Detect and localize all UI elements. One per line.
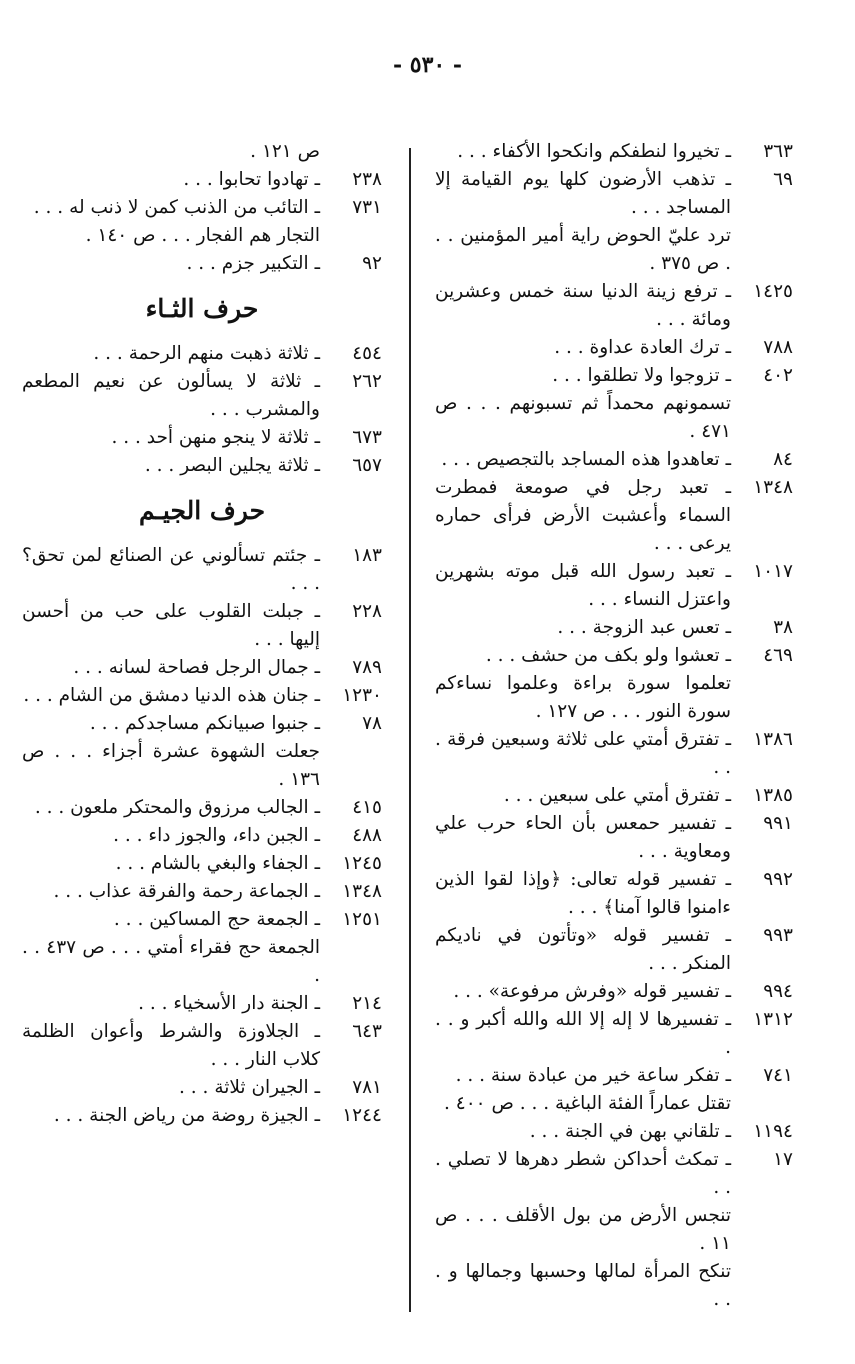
index-entry [435,474,793,558]
entry-number: ١٨٣ [352,545,382,566]
entry-number: ٣٨ [773,617,793,638]
entry-text: ـ تعس عبد الزوجة . . . [557,617,731,638]
entry-text: ـ ترك العادة عداوة . . . [554,337,731,358]
entry-number: ١٢٥١ [342,909,382,930]
entry-number: ٤١٥ [352,797,382,818]
entry-number: ١١٩٤ [753,1121,793,1142]
entry-text: ـ الجمعة حج المساكين . . . [113,909,320,930]
entry-number: ١٠١٧ [753,561,793,582]
index-entry [22,906,382,934]
entry-number: ١٧ [773,1149,793,1170]
entry-number: ٦٥٧ [352,455,382,476]
index-entry [22,794,382,822]
entry-text: ـ تفسير حمعس بأن الحاء حرب علي ومعاوية . . . [435,813,731,862]
entry-number: ١٣٨٥ [753,785,793,806]
index-entry [435,446,793,474]
index-entry [435,1062,793,1090]
entry-text: ـ تفترق أمتي على ثلاثة وسبعين فرقة . . . [435,729,731,778]
entry-number: ٧٨١ [352,1077,382,1098]
entry-number: ٨٤ [773,449,793,470]
right-column [435,138,793,1314]
index-entry-cross-ref: تقتل عماراً الفئة الباغية . . . ص ٤٠٠ . [444,1093,731,1114]
entry-number: ٩٢ [362,253,382,274]
entry-text: ـ ثلاثة لا يسألون عن نعيم المطعم والمشرب . . . [22,371,320,420]
column-divider [409,148,411,1312]
jim-entries [22,542,382,1130]
entry-text: ـ جنان هذه الدنيا دمشق من الشام . . . [23,685,320,706]
index-entry [435,1006,793,1062]
entry-text: ـ تعبد رسول الله قبل موته بشهرين واعتزل النساء . . . [435,561,731,610]
index-entry [435,166,793,222]
index-entry [22,822,382,850]
entry-text: ـ الجماعة رحمة والفرقة عذاب . . . [53,881,320,902]
index-entry [22,654,382,682]
index-entry-cross-ref: تنجس الأرض من بول الأقلف . . . ص ١١ . [435,1205,731,1254]
index-entry [435,362,793,390]
entry-text: ـ الجنة دار الأسخياء . . . [138,993,320,1014]
entry-number: ١٣٤٨ [342,881,382,902]
index-entry-cross-ref: الجمعة حج فقراء أمتي . . . ص ٤٣٧ . . . [22,937,320,986]
index-entry [22,1018,382,1074]
index-entry [435,278,793,334]
index-entry-cross-ref: ترد عليّ الحوض راية أمير المؤمنين . . . ص ٣٧٥ . [435,225,731,274]
entry-number: ٤٨٨ [352,825,382,846]
index-entry [22,166,382,194]
entry-text: ـ الجالب مرزوق والمحتكر ملعون . . . [34,797,320,818]
entry-text: ـ تذهب الأرضون كلها يوم القيامة إلا المساجد . . . [435,169,731,218]
index-entry [435,978,793,1006]
entry-number: ٦٩ [773,169,793,190]
index-entry [22,682,382,710]
entry-text: ـ الجلاوزة والشرط وأعوان الظلمة كلاب النار . . . [22,1021,320,1070]
index-entry [22,990,382,1018]
entry-number: ٢١٤ [352,993,382,1014]
entry-number: ٤٠٢ [763,365,793,386]
entry-text: ـ الجفاء والبغي بالشام . . . [115,853,320,874]
left-column [22,138,382,1130]
index-entry [22,1074,382,1102]
entry-text: ـ التكبير جزم . . . [186,253,320,274]
index-entry [435,138,793,166]
entry-number: ٢٣٨ [352,169,382,190]
entry-text: ـ تلقاني بهن في الجنة . . . [529,1121,731,1142]
entry-text: ـ ثلاثة يجلين البصر . . . [144,455,320,476]
entry-text: ـ تفسير قوله «وفرش مرفوعة» . . . [453,981,731,1002]
entry-number: ٧٣١ [352,197,382,218]
left-intro-entries [22,138,382,278]
index-entry [435,866,793,922]
entry-text: ـ ترفع زينة الدنيا سنة خمس وعشرين ومائة . . . [435,281,731,330]
entry-text: ـ تعشوا ولو بكف من حشف . . . [485,645,731,666]
entry-number: ٢٢٨ [352,601,382,622]
index-entry [435,558,793,614]
index-entry [22,850,382,878]
tha-entries [22,340,382,480]
entry-text: ـ تفترق أمتي على سبعين . . . [503,785,731,806]
index-entry-cross-ref: تعلموا سورة براءة وعلموا نساءكم سورة النور . . . ص ١٢٧ . [435,673,731,722]
entry-text: ـ جنبوا صبيانكم مساجدكم . . . [89,713,320,734]
entry-number: ١٣٨٦ [753,729,793,750]
index-entry [435,726,793,782]
entry-text: ـ ثلاثة لا ينجو منهن أحد . . . [111,427,320,448]
entry-text: ـ جبلت القلوب على حب من أحسن إليها . . . [22,601,320,650]
index-entry-cross-ref: جعلت الشهوة عشرة أجزاء . . . ص ١٣٦ . [22,741,320,790]
index-entry [435,1118,793,1146]
entry-number: ١٢٣٠ [342,685,382,706]
entry-number: ٧٨ [362,713,382,734]
entry-number: ٩٩٣ [763,925,793,946]
entry-text: ـ الجيزة روضة من رياض الجنة . . . [53,1105,320,1126]
index-entry [22,368,382,424]
entry-text: ـ تزوجوا ولا تطلقوا . . . [552,365,731,386]
entry-text: ـ تفسير قوله «وتأتون في ناديكم المنكر . . . [435,925,731,974]
entry-text: ـ جئتم تسألوني عن الصنائع لمن تحق؟ . . . [22,545,320,594]
index-entry [435,334,793,362]
entry-number: ١٢٤٥ [342,853,382,874]
index-entry [22,194,382,222]
index-entry [435,1146,793,1202]
index-entry [22,542,382,598]
index-entry-cross-ref: تنكح المرأة لمالها وحسبها وجمالها و . . . [435,1261,731,1310]
entry-text: ـ الجبن داء، والجوز داء . . . [113,825,320,846]
index-entry [22,598,382,654]
entry-number: ١٤٢٥ [753,281,793,302]
index-entry [22,710,382,738]
index-entry [22,250,382,278]
heading-letter-tha: حرف الثـاء [145,294,259,323]
index-entry [435,642,793,670]
entry-text: ـ تعاهدوا هذه المساجد بالتجصيص . . . [441,449,731,470]
entry-number: ١٢٤٤ [342,1105,382,1126]
index-entry-cross-ref: التجار هم الفجار . . . ص ١٤٠ . [85,225,320,246]
page-number: - ٥٣٠ - [392,52,463,78]
index-entry [435,782,793,810]
entry-text: ـ الجيران ثلاثة . . . [179,1077,320,1098]
entry-number: ٣٦٣ [763,141,793,162]
index-entry [435,810,793,866]
entry-text: ـ تمكث أحداكن شطر دهرها لا تصلي . . . [435,1149,731,1198]
heading-letter-jim: حرف الجيـم [138,496,266,525]
index-entry-cross-ref: تسمونهم محمداً ثم تسبونهم . . . ص ٤٧١ . [435,393,731,442]
entry-number: ٩٩٢ [763,869,793,890]
entry-number: ٦٤٣ [352,1021,382,1042]
entry-number: ١٣١٢ [753,1009,793,1030]
entry-text: ـ تعبد رجل في صومعة فمطرت السماء وأعشبت الأرض فرأى حماره يرعى . . . [435,477,731,554]
index-entry [435,922,793,978]
index-entry [22,340,382,368]
entry-text: ـ جمال الرجل فصاحة لسانه . . . [73,657,320,678]
entry-number: ٩٩٤ [763,981,793,1002]
index-entry [22,424,382,452]
index-entry-cross-ref: ص ١٢١ . [250,141,320,162]
entry-text: ـ تهادوا تحابوا . . . [183,169,320,190]
entry-text: ـ تفسير قوله تعالى: ﴿وإذا لقوا الذين ءامنوا قالوا آمنا﴾ . . . [435,869,731,918]
entry-number: ٧٨٨ [763,337,793,358]
entry-number: ٤٥٤ [352,343,382,364]
entry-number: ٤٦٩ [763,645,793,666]
entry-text: ـ تفكر ساعة خير من عبادة سنة . . . [455,1065,731,1086]
entry-text: ـ تفسيرها لا إله إلا الله والله أكبر و . . . [435,1009,731,1058]
entry-text: ـ التائب من الذنب كمن لا ذنب له . . . [33,197,320,218]
entry-text: ـ تخيروا لنطفكم وانكحوا الأكفاء . . . [457,141,731,162]
index-entry [22,1102,382,1130]
entry-number: ٦٧٣ [352,427,382,448]
entry-number: ٧٨٩ [352,657,382,678]
index-entry [22,878,382,906]
index-entry [22,452,382,480]
entry-number: ١٣٤٨ [753,477,793,498]
entry-text: ـ ثلاثة ذهبت منهم الرحمة . . . [93,343,320,364]
entry-number: ٧٤١ [763,1065,793,1086]
index-entry [435,614,793,642]
entry-number: ٢٦٢ [352,371,382,392]
entry-number: ٩٩١ [763,813,793,834]
